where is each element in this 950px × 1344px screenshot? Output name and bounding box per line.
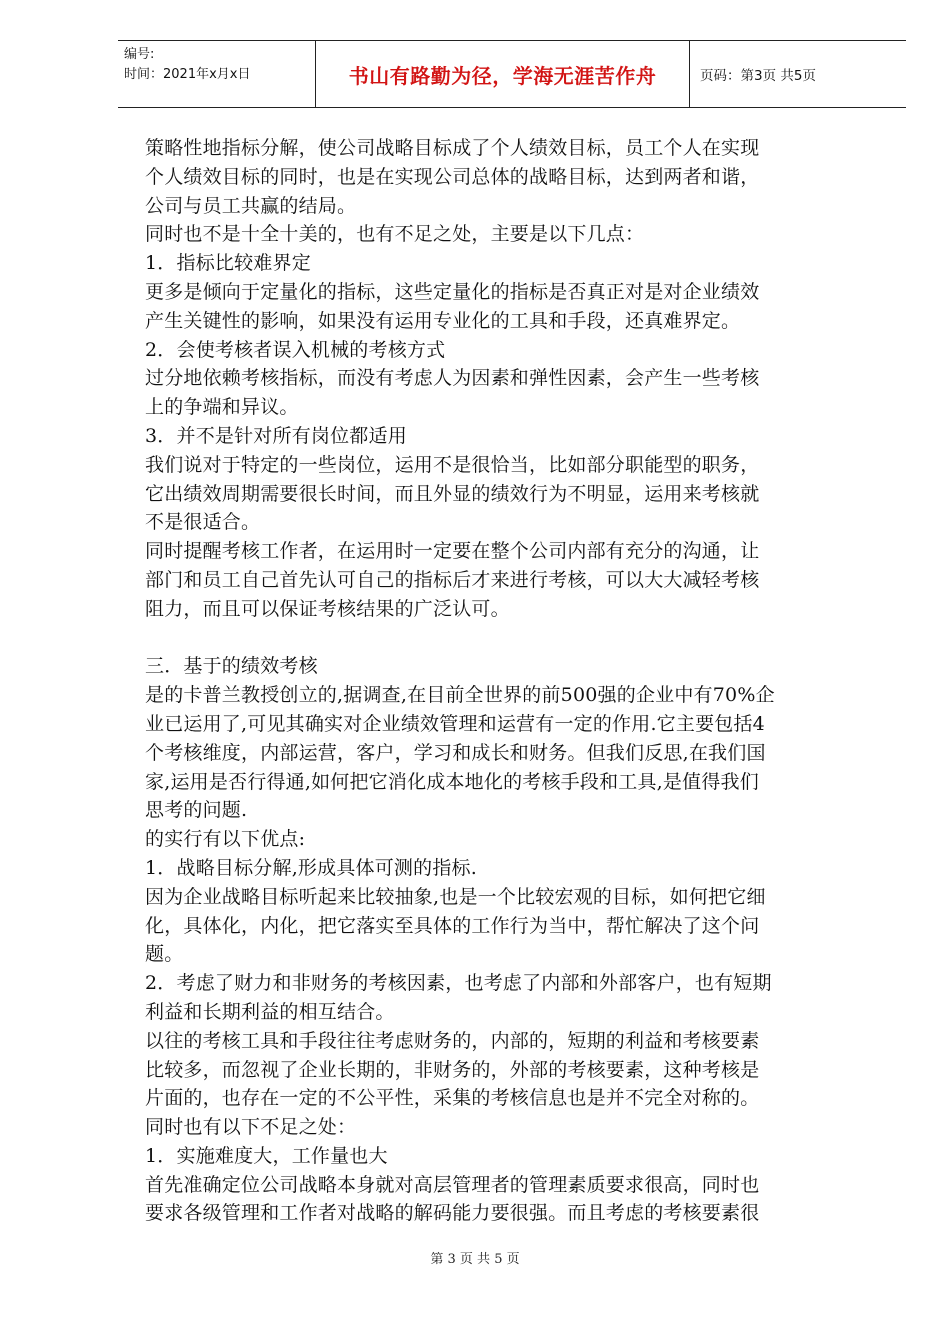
document-number-label: 编号: bbox=[124, 47, 155, 62]
body-text-line: 上的争端和异议。 bbox=[145, 396, 299, 419]
body-text-line: 比较多，而忽视了企业长期的，非财务的，外部的考核要素，这种考核是 bbox=[145, 1058, 760, 1081]
body-text-line: 1．实施难度大，工作量也大 bbox=[145, 1144, 388, 1167]
body-text-line: 1．战略目标分解,形成具体可测的指标. bbox=[145, 856, 477, 879]
body-text-line: 首先准确定位公司战略本身就对高层管理者的管理素质要求很高，同时也 bbox=[145, 1173, 760, 1196]
body-text-line: 化，具体化，内化，把它落实至具体的工作行为当中，帮忙解决了这个问 bbox=[145, 914, 760, 937]
body-text-line: 2．会使考核者误入机械的考核方式 bbox=[145, 338, 446, 361]
body-text-line: 它出绩效周期需要很长时间，而且外显的绩效行为不明显，运用来考核就 bbox=[145, 482, 760, 505]
body-text-line: 题。 bbox=[145, 943, 184, 966]
document-body bbox=[145, 134, 870, 1228]
header-page-number: 页码：第3页 共5页 bbox=[700, 68, 816, 84]
body-text-line: 以往的考核工具和手段往往考虑财务的，内部的，短期的利益和考核要素 bbox=[145, 1029, 760, 1052]
body-text-line: 家,运用是否行得通,如何把它消化成本地化的考核手段和工具,是值得我们 bbox=[145, 770, 759, 793]
header-motto: 书山有路勤为径，学海无涯苦作舟 bbox=[316, 41, 690, 107]
body-text-line: 利益和长期利益的相互结合。 bbox=[145, 1000, 395, 1023]
page-header bbox=[118, 40, 906, 108]
body-text-line: 片面的，也存在一定的不公平性，采集的考核信息也是并不完全对称的。 bbox=[145, 1087, 760, 1110]
body-text-line: 更多是倾向于定量化的指标，这些定量化的指标是否真正对是对企业绩效 bbox=[145, 280, 760, 303]
body-text-line: 因为企业战略目标听起来比较抽象,也是一个比较宏观的目标，如何把它细 bbox=[145, 885, 766, 908]
body-text-line: 产生关键性的影响，如果没有运用专业化的工具和手段，还真难界定。 bbox=[145, 309, 741, 332]
body-text-line: 同时也不是十全十美的，也有不足之处，主要是以下几点： bbox=[145, 223, 645, 246]
body-text-line: 部门和员工自己首先认可自己的指标后才来进行考核，可以大大减轻考核 bbox=[145, 568, 760, 591]
body-text-line: 策略性地指标分解，使公司战略目标成了个人绩效目标，员工个人在实现 bbox=[145, 137, 760, 159]
page-footer: 第 3 页 共 5 页 bbox=[430, 1252, 520, 1267]
body-text-line: 思考的问题. bbox=[145, 799, 248, 822]
document-time-label: 时间：2021年x月x日 bbox=[124, 67, 251, 82]
body-text-line: 3．并不是针对所有岗位都适用 bbox=[145, 424, 407, 447]
body-text-line: 阻力，而且可以保证考核结果的广泛认可。 bbox=[145, 597, 510, 620]
body-text-line: 同时也有以下不足之处： bbox=[145, 1116, 357, 1139]
body-text-line: 2．考虑了财力和非财务的考核因素，也考虑了内部和外部客户，也有短期 bbox=[145, 972, 772, 995]
body-text-line: 个考核维度，内部运营，客户，学习和成长和财务。但我们反思,在我们国 bbox=[145, 741, 766, 764]
body-text-line: 要求各级管理和工作者对战略的解码能力要很强。而且考虑的考核要素很 bbox=[145, 1202, 760, 1225]
body-text-line: 不是很适合。 bbox=[145, 511, 261, 534]
body-text-line: 1．指标比较难界定 bbox=[145, 252, 311, 275]
body-text-line: 我们说对于特定的一些岗位，运用不是很恰当，比如部分职能型的职务， bbox=[145, 453, 760, 476]
body-text-line: 公司与员工共赢的结局。 bbox=[145, 194, 357, 217]
body-text-line: 三．基于的绩效考核 bbox=[145, 655, 318, 678]
body-text-line: 业已运用了,可见其确实对企业绩效管理和运营有一定的作用.它主要包括4 bbox=[145, 712, 765, 735]
body-text-line: 过分地依赖考核指标，而没有考虑人为因素和弹性因素，会产生一些考核 bbox=[145, 367, 760, 390]
body-text-line bbox=[145, 624, 870, 653]
body-text-line: 的实行有以下优点: bbox=[145, 828, 306, 851]
header-meta bbox=[118, 41, 316, 107]
body-text-line: 同时提醒考核工作者，在运用时一定要在整个公司内部有充分的沟通，让 bbox=[145, 540, 760, 563]
body-text-line: 是的卡普兰教授创立的,据调查,在目前全世界的前500强的企业中有70%企 bbox=[145, 684, 775, 707]
body-text-line: 个人绩效目标的同时，也是在实现公司总体的战略目标，达到两者和谐， bbox=[145, 165, 760, 188]
